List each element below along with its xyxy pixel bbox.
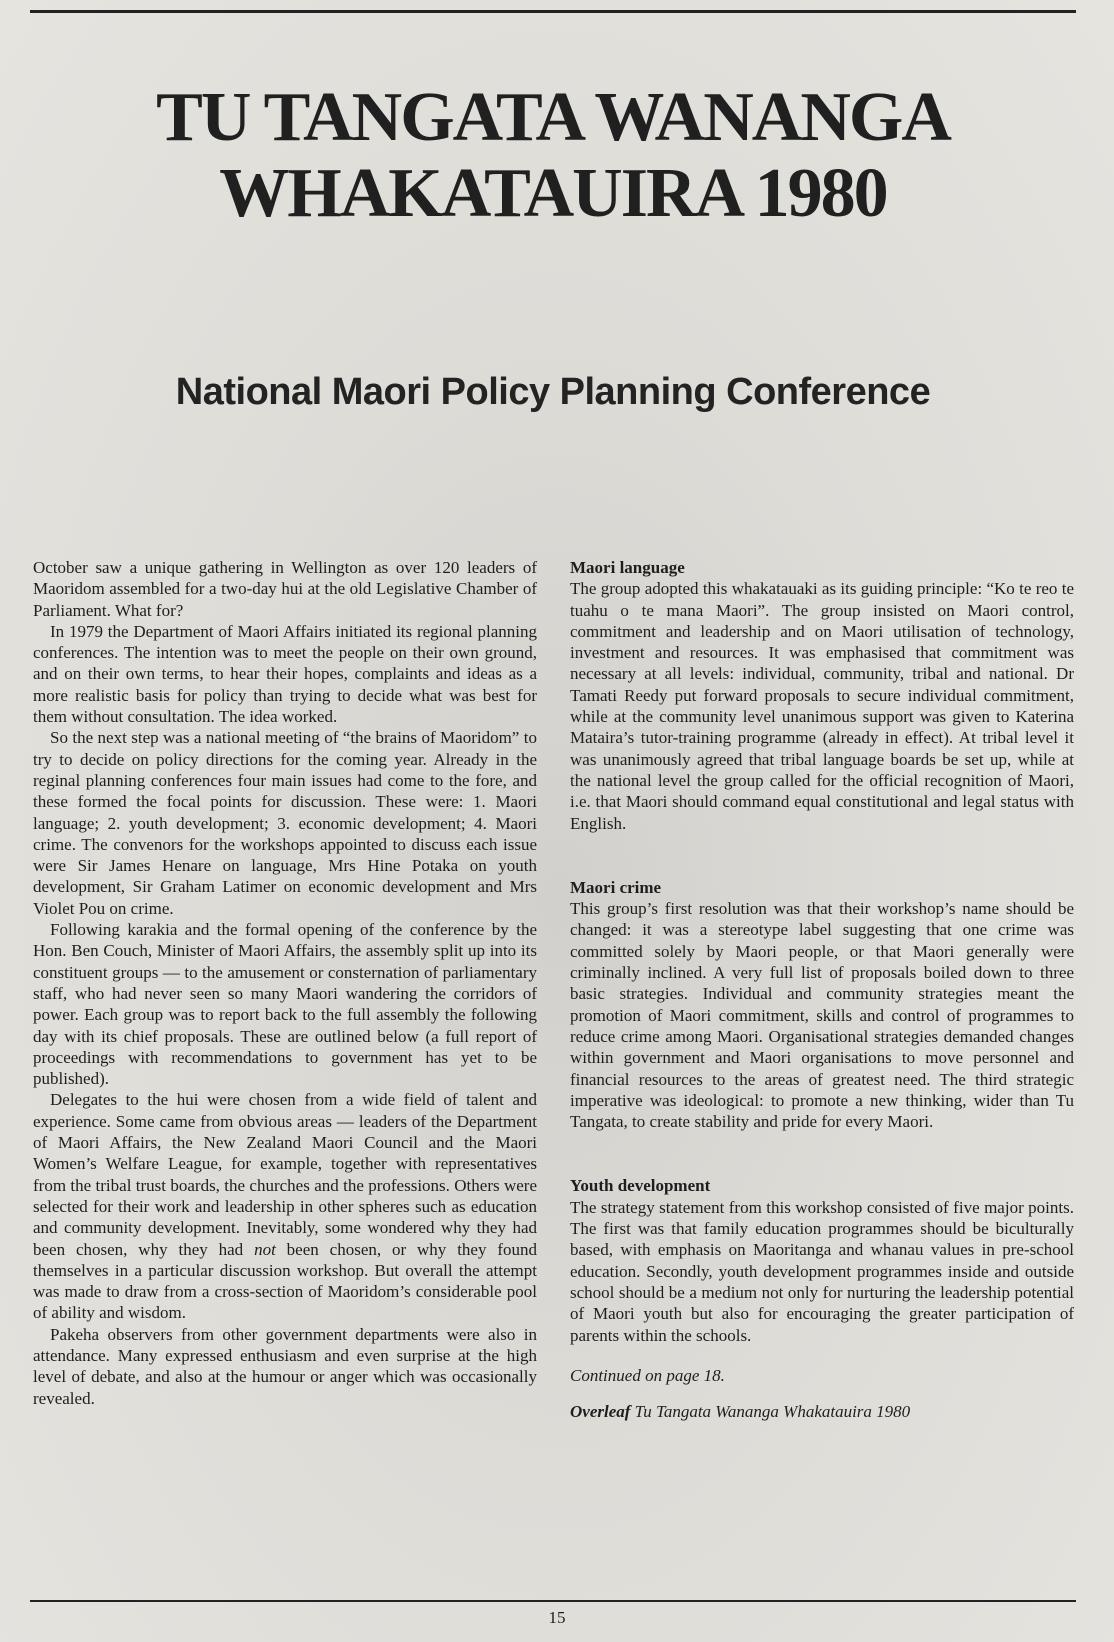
overleaf-label: Overleaf	[570, 1402, 631, 1422]
right-column	[570, 557, 1074, 1422]
page-number: 15	[548, 1608, 566, 1627]
section-heading: Maori language	[570, 558, 685, 577]
section-maori-crime	[570, 877, 1074, 1133]
delegates-text-after: been chosen, or why they found themselves in a particular discussion workshop. But overall the attempt was made to draw from a cross-section of Maoridom’s considerable pool of ability and wisdom.	[33, 1239, 538, 1323]
top-rule	[30, 10, 1076, 13]
section-body: The group adopted this whakatauaki as its guiding principle: “Ko te reo te tuahu o te mana Maori”. The group insisted on Maori control, commitment and leadership and on Maori utilisation of technology, investment and resources. It was emphasised that commitment was necessary at all levels: individual, community, tribal and national. Dr Tamati Reedy put forward proposals to secure individual commitment, while at the community level unanimous support was given to Katerina Mataira’s tutor-training programme (already in effect). At tribal level it was unanimously agreed that tribal language boards be set up, while at the national level the group called for the official recognition of Maori, i.e. that Maori should command equal constitutional and legal status with English.	[570, 579, 1074, 833]
section-heading: Youth development	[570, 1176, 711, 1196]
section-youth-development	[570, 1175, 1074, 1345]
bottom-rule	[30, 1600, 1076, 1602]
title-line-2: WHAKATAUIRA 1980	[219, 155, 887, 232]
continued-note: Continued on page 18.	[570, 1365, 725, 1385]
paragraph-intro: October saw a unique gathering in Wellington as over 120 leaders of Maoridom assembled for a two-day hui at the old Legislative Chamber of Parliament. What for?	[33, 558, 537, 620]
paragraph-opening: Following karakia and the formal opening of the conference by the Hon. Ben Couch, Minister of Maori Affairs, the assembly split up into its constituent groups — to the amusement or consternation of parliamentary staff, who had never seen so many Maori wandering the corridors of power. Each group was to report back to the full assembly the following day with its chief proposals. These are outlined below (a full report of proceedings with recommendations to government has yet to be published).	[33, 920, 537, 1089]
left-column	[33, 557, 537, 1409]
page-title	[30, 80, 1076, 232]
paragraph-delegates	[33, 1089, 537, 1323]
paragraph-national-meeting: So the next step was a national meeting of “the brains of Maoridom” to try to decide on policy directions for the coming year. Already in the reginal planning conferences four main issues had come to the fore, and these formed the focal points for discussion. These were: 1. Maori language; 2. youth development; 3. economic development; 4. Maori crime. The convenors for the workshops appointed to discuss each issue were Sir James Henare on language, Mrs Hine Potaka on youth development, Sir Graham Latimer on economic development and Mrs Violet Pou on crime.	[33, 728, 537, 918]
delegates-emphasis: not	[254, 1239, 276, 1259]
overleaf-text: Tu Tangata Wananga Whakatauira 1980	[634, 1402, 911, 1422]
title-line-1: TU TANGATA WANANGA	[156, 79, 950, 156]
section-body: The strategy statement from this workshop consisted of five major points. The first was that family education programmes should be biculturally based, with emphasis on Maoritanga and whanau values in pre-school education. Secondly, youth development programmes inside and outside school should be a medium not only for nurturing the leadership potential of Maori youth but also for encouraging the greater participation of parents within the schools.	[570, 1197, 1074, 1345]
section-body: This group’s first resolution was that their workshop’s name should be changed: it was a stereotype label suggesting that one crime was committed solely by Maori people, or that Maori generally were criminally inclined. A very full list of proposals boiled down to three basic strategies. Individual and community strategies meant the promotion of Maori commitment, skills and control of programmes to reduce crime among Maori. Organisational strategies demanded changes within government and Maori organisations to move personnel and financial resources to the areas of greatest need. The third strategic imperative was ideological: to promote a new thinking, wider than Tu Tangata, to create stability and pride for every Maori.	[570, 899, 1074, 1132]
section-maori-language	[570, 557, 1074, 834]
delegates-text-before: Delegates to the hui were chosen from a wide field of talent and experience. Some came from obvious areas — leaders of the Department of Maori Affairs, the New Zealand Maori Council and the Maori Women’s Welfare League, for example, together with representatives from the tribal trust boards, the churches and the professions. Others were selected for their work and leadership in other spheres such as education and community development. Inevitably, some wondered why they had been chosen, why they had	[33, 1090, 537, 1259]
paragraph-regional-conferences: In 1979 the Department of Maori Affairs initiated its regional planning conferences. The intention was to meet the people on their own ground, and on their own terms, to hear their hopes, complaints and ideas as a more realistic basis for policy than trying to decide what was best for them without consultation. The idea worked.	[33, 621, 537, 727]
page-subtitle: National Maori Policy Planning Conference	[175, 371, 931, 413]
paragraph-pakeha-observers: Pakeha observers from other government departments were also in attendance. Many expressed enthusiasm and even surprise at the high level of debate, and also at the humour or anger which was occasionally revealed.	[33, 1324, 537, 1408]
overleaf-caption	[570, 1401, 1074, 1422]
section-heading: Maori crime	[570, 877, 662, 897]
